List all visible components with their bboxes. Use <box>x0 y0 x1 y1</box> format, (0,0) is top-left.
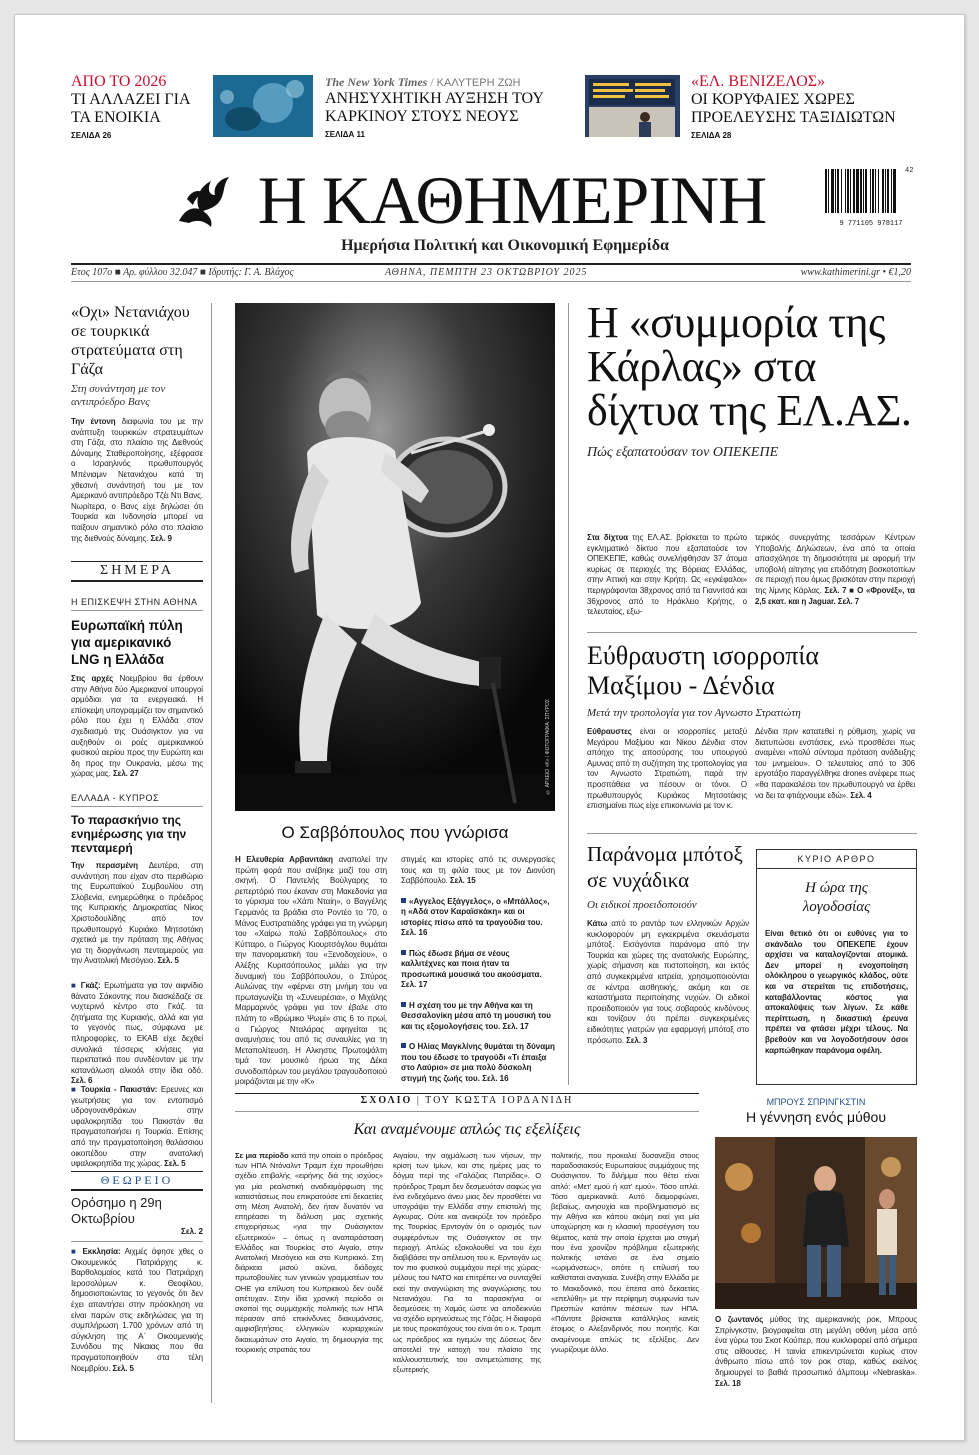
body-text: Δευτέρα, στη συνάντηση που είχαν στο περιθώριο της Ευρωπαϊκού Συμβουλίου στη Σλοβενία, ενημερώθηκε ο πρόεδρος της Κυπριακής Δημοκρατίας Νίκος Χριστοδουλίδης από τον πρωθυπουργό Κυριάκο Μητσοτάκη σχετικά με την πρόταση της Αθήνας για τη διοργάνωση πενταμερούς για την Ανατολική Μεσόγειο. <box>71 861 204 966</box>
second-story-col-1 <box>587 727 747 812</box>
masthead-subtitle: Ημερήσια Πολιτική και Οικονομική Εφημερίδα <box>341 237 669 254</box>
story-lng[interactable] <box>71 597 203 780</box>
barcode-bar <box>850 169 851 213</box>
barcode-bar <box>845 169 846 213</box>
page-ref: Σελ. 6 <box>71 1076 93 1086</box>
barcode-bar <box>856 169 859 213</box>
brief-lead: Γκάζ: <box>80 981 101 990</box>
barcode-bar <box>885 169 886 213</box>
lead-in: Στα δίχτυα <box>587 533 628 542</box>
section-rule <box>71 806 203 807</box>
springsteen-kicker: ΜΠΡΟΥΣ ΣΠΡΙΝΓΚΣΤΙΝ <box>766 1097 866 1107</box>
brief-lead: Τουρκία - Πακιστάν: <box>80 1085 158 1094</box>
barcode-bar <box>893 169 896 213</box>
botox-story[interactable] <box>587 841 749 1046</box>
brief-gkazi[interactable]: ■ Γκάζ: Ερωτήματα για τον αιφνίδιο θάνατο Σάκοντης που διασκέδαζε σε νυχτερινό κέντρο στο Γκάζ. τα ζητήματα της Κυριακής, αλλά και για το γεγονός πως, σύμφωνα με πληροφορίες, το ΕΚΑΒ είχε δεχθεί συνολικά τέσσερις κλήσεις για περιστατικά που συνδέονταν με την κατανάλωση αλκοόλ στην ίδια οδό. Σελ. 6 <box>71 981 203 1086</box>
botox-deck: Οι ειδικοί προειδοποιούν <box>587 899 697 911</box>
barcode-bar <box>887 169 889 213</box>
story-body <box>71 417 203 544</box>
promo-rent[interactable] <box>71 73 211 140</box>
feature-col-2-text <box>401 855 555 887</box>
feature-col-2 <box>401 855 555 1084</box>
today-banner: ΣΗΜΕΡΑ <box>100 563 174 578</box>
teaser-bullet <box>401 898 406 903</box>
body-text: είναι οι ισορροπίες μεταξύ Μεγάρου Μαξίμου και Νίκου Δένδια στον απόηχο της αποσύρσης του υπουργού Αμυνας από τη συζήτηση της τροπολογίας για τον Αγνωστο Στρατιώτη, παρά την προσπάθεια να πέσουν οι τόνοι. Ο πρωθυπουργός Κυριάκος Μητσοτάκης επισημαίνει πως είχε επικοινωνία με τον κ. <box>587 727 747 811</box>
body-text: Νοεμβρίου θα έρθουν στην Αθήνα δύο Αμερικανοί υπουργοί αρμόδιοι για τα ενεργειακά. Η επίσκεψη υπογραμμίζει τον σημαντικό ρόλο που έχει η Ελλάδα στον σχεδιασμό της Ουάσιγκτον για να αυξηθούν οι ροές αμερικανικού φυσικού αερίου προς την Ευρώπη και δη προς την Ουκρανία, μέσω της χώρας μας. <box>71 674 204 779</box>
promo-page: ΣΕΛΙΔΑ 26 <box>71 131 112 140</box>
lead-in: Την περασμένη <box>71 861 138 870</box>
body-text: Δένδια πριν κατατεθεί η ρύθμιση, χωρίς να διατυπώσει ενστάσεις, ενώ προσθέσει πως αναμένει «πολύ σύντομα πρόταση ανάδειξης του μνημείου». Ο τελευταίος από το 306 εργοτάξιο παραγγέλθηκε drones ανέφερε πως «θα παρακαλέσει τον πρωθυπουργό να έρθει να δει τα φτιάχνουμε εδώ». <box>755 727 915 800</box>
main-headline: Η «συμμορία της Κάρλας» στα δίχτυα της ΕΛ.ΑΣ. <box>587 298 912 435</box>
page-ref: Σελ. 5 <box>164 1159 186 1169</box>
feature-teaser[interactable] <box>401 1001 555 1033</box>
comment-col-2: Αιγαίου, την αιχμάλωση των νήσων, την κρίση των Ιμίων, και στις ημέρες μας το δόγμα περί της «Γαλάζιας Πατρίδας». Ο πρόεδρος Τραμπ δεν δεσμευόταν σαφώς για ένα ενδεχόμενο άνευ μιας δεν προσθέτει να υπογράψει την Ελλάδα στην επιστολή της Αγκυρας. Ούτε και ανακρύξε τον πρόεδρο της Τουρκίας Ερντογάν ότι ο ορισμός των συμφερόντων της Ουάσιγκτον σε την περιοχή. Απλώς εξακολουθεί να του έχει διαβιβάσει την απέλευση του κ. Ερντογάν ως τον πιο φυσικού συμμάχου περί της χώρας-μέλους του ΝΑΤΟ και επιτρέπει να συνταχθεί εκεί την αναγνώριση της αναγνώρισης του Νετανιάχου. Για τα παρασκήνια οι δεσμεύσεις τη Χαμάς ώστε να αποδεικνύει να σχέδιο ειρηνεύσεως της Γάζας. Η διαφορά με τους προκατόχους του είναι ότι ο κ. Τραμπ ως πρόεδρος και ηγεμών της Δύσεως δεν αποτελεί την κατοχή του πλαίσιο της καλλιουστευτικής του αντιμετώπισης της εξωτερικής <box>393 1151 541 1375</box>
main-story-col-2 <box>755 533 915 607</box>
body-text: από το ραντάρ των ελληνικών Αρχών κυκλοφορούν μη εγκεκριμένα σκευάσματα μπότοξ. Εισάγονται παράνομα από την Τουρκία και χώρες της ανατολικής Ευρώπης, χωρίς σήμανση και πιστοποίηση, και εκτός από συγκεκριμένα ιατρεία, χρησιμοποιούνται σε κέντρα αισθητικής, ακόμη και σε καταστήματα περιποίησης νυχιών. Οι ειδικοί προειδοποιούν για τους σοβαρούς κινδύνους και τονίζουν ότι πρέπει συγκεκριμένες ειδικότητες γιατρών για εφαρμογή μπότοξ στο πρόσωπο. <box>587 919 749 1045</box>
section-label: Η ΕΠΙΣΚΕΨΗ ΣΤΗΝ ΑΘΗΝΑ <box>71 597 198 607</box>
brief-lead: Εκκλησία: <box>82 1247 121 1256</box>
editorial-label: ΚΥΡΙΟ ΑΡΘΡΟ <box>757 850 916 869</box>
page-ref: Σελ. 15 <box>449 876 476 886</box>
masthead-logo-icon <box>173 169 233 229</box>
barcode-number: 9 771105 978117 <box>839 220 903 228</box>
section-rule <box>71 610 203 611</box>
comment-byline: ΤΟΥ ΚΩΣΤΑ ΙΟΡΔΑΝΙΔΗ <box>425 1095 574 1106</box>
promo-title: ΟΙ ΚΟΡΥΦΑΙΕΣ ΧΩΡΕΣ ΠΡΟΕΛΕΥΣΗΣ ΤΑΞΙΔΙΩΤΩΝ <box>691 91 896 126</box>
comment-col-1 <box>235 1151 383 1355</box>
barcode-bar <box>863 169 864 213</box>
barcode-bar <box>878 169 879 213</box>
brief-church[interactable]: ■ Εκκλησία: Αιχμές άφησε χθες ο Οικουμενικός Πατριάρχης κ. Βαρθολομαίος κατά του Πατριάρχη Ιεροσολύμων κ. Θεοφίλου, δημοσιοποιώντας το γεγονός ότι δεν έχει απαντήσει στην πρόσκληση να είναι παρών στις εκδηλώσεις για τη συμπλήρωση 1.700 χρόνων από τη σύγκληση της Α΄ Οικουμενικής Συνόδου της Νίκαιας που θα πραγματοποιηθούν στα τέλη Νοεμβρίου. Σελ. 5 <box>71 1247 203 1373</box>
theorio-story[interactable] <box>71 1195 203 1236</box>
story-headline: Το παρασκήνιο της ενημέρωσης για την πενταμερή <box>71 813 187 855</box>
barcode-bar <box>841 169 842 213</box>
promo-cancer-image[interactable] <box>203 75 313 137</box>
springsteen-body <box>715 1315 917 1389</box>
page-ref: Σελ. 4 <box>850 790 872 800</box>
brief-body: Ερευνες και γεωτρήσεις για τον εντοπισμό υδρογονανθράκων στην υφαλοκρηπίδα του Πακιστάν θα πραγματοποιήσει η Τουρκία. Επίσης από την πραγματοποίηση θαλάσσιου οικοπέδου στην ανατολική υφαλοκρηπίδα της χώρας. <box>71 1085 204 1169</box>
feature-teaser[interactable] <box>401 897 555 939</box>
springsteen-headline: Η γέννηση ενός μύθου <box>746 1109 886 1125</box>
comment-label: ΣΧΟΛΙΟ <box>360 1095 413 1106</box>
page-ref: Σελ. 16 <box>401 928 428 938</box>
newspaper-front-page <box>14 14 965 1441</box>
today-rule-bottom <box>71 580 203 582</box>
promo-cancer[interactable]: The New York Times / ΚΑΛΥΤΕΡΗ ΖΩΗ ΑΝΗΣΥΧΗΤΙΚΗ ΑΥΞΗΣΗ ΤΟΥ ΚΑΡΚΙΝΟΥ ΣΤΟΥΣ ΝΕΟΥΣ ΣΕΛΙΔΑ 11 <box>325 75 565 139</box>
page-ref: Σελ. 3 <box>626 1035 648 1045</box>
comment-label-row: ΣΧΟΛΙΟ | ΤΟΥ ΚΩΣΤΑ ΙΟΡΔΑΝΙΔΗ <box>360 1095 574 1106</box>
story-divider <box>587 632 917 633</box>
comment-headline[interactable]: Και αναμένουμε απλώς τις εξελίξεις <box>353 1121 581 1138</box>
barcode <box>823 169 919 228</box>
main-story[interactable] <box>587 298 917 461</box>
lead-in: Ο ζωντανός <box>715 1315 764 1324</box>
lead-in: Κάτω <box>587 919 608 928</box>
body-text: μύθος της αμερικανικής ροκ, Μπρους Σπρίνγκστιν, βιογραφείται στη μεγάλη οθόνη μέσα από ένα γύρω του Σκοτ Κούπερ, που κυκλοφορεί από σήμερα στις αίθουσες. Η ταινία επικεντρώνεται κυρίως στον άνθρωπο πίσω από τον ροκ σταρ, καθώς εκείνος δημιουργεί το βαθιά προσωπικό άλμπουμ «Nebraska». <box>715 1315 918 1377</box>
main-deck: Πώς εξαπατούσαν τον ΟΠΕΚΕΠΕ <box>587 445 779 460</box>
barcode-bar <box>870 169 871 213</box>
teaser-text: Πώς έδωσε βήμα σε νέους καλλιτέχνες και ποια ήταν τα προσωπικά μουσικά του ακούσματα. <box>401 948 542 979</box>
feature-teaser[interactable] <box>401 1042 555 1084</box>
page-ref: Σελ. 17 <box>401 980 428 990</box>
teaser-bullet <box>401 1043 406 1048</box>
springsteen-story[interactable] <box>715 1097 917 1125</box>
page-ref: Σελ. 7 <box>837 596 860 606</box>
feature-photo[interactable] <box>235 303 555 811</box>
section-label: ΕΛΛΑΔΑ - ΚΥΠΡΟΣ <box>71 793 160 803</box>
dateline-rule-top <box>71 263 911 265</box>
body-text: τερικός συνεργάτης τεσσάρων Κέντρων Υποβολής Δηλώσεων, ένα από τα οποία απασχόλησε τη δημοσιότητα με αφορμή την υποβολή αίτησης για επιδότηση βοσκοτοπίων σε περιοχή που όμως βρισκόταν στην περιοχή της λίμνης Κάρλας. <box>755 533 915 595</box>
barcode-bar <box>828 169 829 213</box>
body-text: κατά την οποία ο πρόεδρος των ΗΠΑ Ντόναλντ Τραμπ έχει προωθήσει σχέδιο επιβολής «ειρήνης διά της ισχύος» για μία ρεαλιστική αναδιαμόρφωση της καταστάσεως που επικρατούσε επί δεκαετίες στη Μέση Ανατολή, δεν ήταν δυνατόν να επηρέασει τη διάλυση μας σχετικής επιχειρήσεως «για την Ουάσιγκτον εξωτερικού» – όπως η αναπαράσταση Ελλάδος και Τουρκίας στο Αιγαίο, στην Ανατολική Μεσόγειο και στο Κυπριακό. Στη διάρκεια μισού αιώνα, διάδοχες πρωτοβουλίες των γενικών γραμματέων του ΟΗΕ για επίλυση του Κυπριακού δεν ουδέ απέτυχαν. Στην ίδια χρονική περίοδο οι σκοποί της συμμαχικής πολιτικής των ΗΠΑ πέρασαν από επικίνδυνες διακυμάνσεις, αμφισβητήσεις ελληνικών κυριαρχικών δικαιωμάτων στο Αιγαίο, τη δημιουργία της τουρκικής στρατιάς του <box>235 1151 383 1354</box>
story-headline: Ευρωπαϊκή πύλη για αμερικανικό LNG η Ελλάδα <box>71 618 183 667</box>
story-body <box>71 861 203 967</box>
second-deck: Μετά την τροπολογία για τον Αγνωστο Στρατιώτη <box>587 707 801 719</box>
story-divider <box>587 833 917 834</box>
promo-kicker: «ΕΛ. ΒΕΝΙΖΕΛΟΣ» <box>691 73 826 90</box>
story-netanyahu[interactable] <box>71 303 203 544</box>
teaser-bullet <box>401 950 406 955</box>
teaser-text: Ο Ηλίας Μαγκλίνης θυμάται τη δύναμη που του έδωσε το τραγούδι «Τι έπαιξα στο Λαύριο» σε μια πολύ δύσκολη στιγμή της ζωής του. <box>401 1042 555 1083</box>
promo-page: ΣΕΛΙΔΑ 11 <box>325 130 365 139</box>
editorial-box[interactable] <box>756 849 917 1085</box>
dateline-right: www.kathimerini.gr • €1,20 <box>800 267 911 278</box>
page-ref: Σελ. 5 <box>112 1363 134 1373</box>
teaser-bullet <box>401 1002 406 1007</box>
botox-headline: Παράνομα μπότοξ σε νυχάδικα <box>587 842 743 892</box>
barcode-bar <box>865 169 867 213</box>
theorio-rule-bottom <box>71 1189 203 1191</box>
barcode-bar <box>882 169 884 213</box>
barcode-bar <box>875 169 876 213</box>
story-headline: Ορόσημο η 29η Οκτωβρίου <box>71 1195 162 1226</box>
promo-kicker: ΑΠΟ ΤΟ 2026 <box>71 73 167 90</box>
page-ref: Σελ. 18 <box>715 1378 741 1388</box>
barcode-bar <box>872 169 874 213</box>
lead-in: Στις αρχές <box>71 674 114 683</box>
second-story[interactable] <box>587 641 917 719</box>
photo-credit: © ΑΡΧΕΙΟ «Κ» / ΦΩΤΟΓΡΑΦΙΑ: ΣΠΥΡΟΣ <box>545 699 551 795</box>
dateline-left: Ετος 107ο ■ Αρ. φύλλου 32.047 ■ Ιδρυτής: Γ. Α. Βλάχος <box>71 267 294 278</box>
barcode-bar <box>825 169 827 213</box>
theorio-rule-top <box>71 1171 203 1172</box>
barcode-bar <box>837 169 839 213</box>
barcode-bar <box>860 169 862 213</box>
masthead-title: Η ΚΑΘΗΜΕΡΙΝΗ <box>257 162 767 238</box>
brief-turkey-pakistan[interactable]: ■ Τουρκία - Πακιστάν: Ερευνες και γεωτρήσεις για τον εντοπισμό υδρογονανθράκων στην υφαλοκρηπίδα του Πακιστάν θα πραγματοποιήσει η Τουρκία. Επίσης από την πραγματοποίηση θαλάσσιου οικοπέδου στην ανατολική υφαλοκρηπίδα της χώρας. Σελ. 5 <box>71 1085 204 1169</box>
editorial-body: Είναι θετικό ότι οι ευθύνες για το σκάνδαλο του ΟΠΕΚΕΠΕ έχουν αρχίσει να καταλογίζονται ατομικά. Δεν μπορεί η ενοχοποίηση ολόκληρου ο γεωργικός κλάδος, ούτε και να στερείται τις επιδοτήσεις, καταβάλλοντας κόστος για αποκαλύψεις των λίγων. Σε κάθε περίπτωση, η δικαστική έρευνα πρέπει να φτάσει μέχρι τέλους. Να βρεθούν και να λογοδοτήσουν όσοι καρπώθηκαν παράνομα οφέλη. <box>765 929 908 1055</box>
promo-page: ΣΕΛΙΔΑ 28 <box>691 131 732 140</box>
promo-title: ΤΙ ΑΛΛΑΖΕΙ ΓΙΑ ΤΑ ΕΝΟΙΚΙΑ <box>71 91 190 126</box>
section-rule <box>71 1241 203 1242</box>
page-ref: Σελ. 5 <box>157 956 179 966</box>
page-ref: Σελ. 2 <box>181 1227 203 1236</box>
lead-in: Την έντονη <box>71 417 116 426</box>
feature-col-1 <box>235 855 387 1088</box>
second-headline: Εύθραυστη ισορροπία Μαξίμου - Δένδια <box>587 641 819 700</box>
feature-caption-head[interactable]: Ο Σαββόπουλος που γνώρισα <box>281 823 509 842</box>
center-column-divider <box>568 303 569 1085</box>
editorial-headline: Η ώρα της λογοδοσίας <box>802 880 871 915</box>
promo-airport-image[interactable] <box>575 75 680 137</box>
botox-body <box>587 919 749 1046</box>
barcode-bar <box>847 169 849 213</box>
promo-title: ΑΝΗΣΥΧΗΤΙΚΗ ΑΥΞΗΣΗ ΤΟΥ ΚΑΡΚΙΝΟΥ ΣΤΟΥΣ ΝΕΟΥΣ <box>325 90 544 125</box>
page-ref: Σελ. 17 <box>502 1021 529 1031</box>
page-ref: Σελ. 9 <box>150 533 172 543</box>
teaser-text: Η σχέση του με την Αθήνα και τη Θεσσαλονίκη μέσα από τη μουσική του και τις εξομολογήσεις του. <box>401 1000 551 1031</box>
promo-airport[interactable] <box>691 73 921 140</box>
main-story-col-1 <box>587 533 747 618</box>
body-text: στιγμές και ιστορίες από τις συνεργασίες τους και τη φιλία τους με τον Διονύση Σαββόπουλο. <box>401 855 555 886</box>
barcode-bar <box>891 169 892 213</box>
promo-source: The New York Times <box>325 75 428 89</box>
story-body <box>71 674 203 780</box>
second-story-col-2 <box>755 727 915 801</box>
page-ref: Σελ. 7 ■ Ο «Φρονέξ», τα 2,5 εκατ. και η Jaguar. <box>755 585 915 606</box>
brief-body: Ερωτήματα για τον αιφνίδιο θάνατο Σάκοντης που διασκέδαζε σε νυχτερινό κέντρο στο Γκάζ. τα ζητήματα της Κυριακής, αλλά και για το γεγονός πως, σύμφωνα με πληροφορίες, το ΕΚΑΒ είχε δεχθεί συνολικά τέσσερις κλήσεις για περιστατικά που συνδέονταν με την κατανάλωση αλκοόλ στην ίδια οδό. <box>71 981 203 1075</box>
lead-in: Σε μια περίοδο <box>235 1151 289 1160</box>
story-pentamerous[interactable] <box>71 793 203 967</box>
dateline-center: ΑΘΗΝΑ, ΠΕΜΠΤΗ 23 ΟΚΤΩΒΡΙΟΥ 2025 <box>385 267 588 278</box>
barcode-bar <box>831 169 834 213</box>
barcode-issue: 42 <box>905 167 914 175</box>
barcode-bar <box>835 169 836 213</box>
theorio-banner: ΘΕΩΡΕΙΟ <box>100 1173 174 1187</box>
page-ref: Σελ. 27 <box>112 769 139 779</box>
body-text: της ΕΛ.ΑΣ. βρίσκεται το πρώτο εγκληματικό δίκτυο που εξαπατούσε τον ΟΠΕΚΕΠΕ, καθώς συνελήφθησαν 37 άτομα κυρίως σε περιοχές της Βόρειας Ελλάδας, στην Αττική και στην Κρήτη. Ως «εγκέφαλοι» περιγράφονται 38χρονος από τα Γιαννιτσά και 36χρονος από το Ηράκλειο Κρήτης, ο τελευταίος, εξω- <box>587 533 747 617</box>
left-column-divider <box>211 303 212 1403</box>
comment-rule-top <box>235 1093 699 1094</box>
lead-in: Η Ελευθερία Αρβανιτάκη <box>235 855 333 864</box>
feature-teaser[interactable] <box>401 949 555 991</box>
body-text: διαφωνία του με την ανάπτυξη τουρκικών στρατευμάτων στη Γάζα, στο πλαίσιο της Διεθνούς Δύναμης Σταθεροποίησης, εξέφρασε ο Ισραηλινός πρωθυπουργός Μπένιαμιν Νετανιάχου κατά τη χθεσινή συνάντησή του με τον Αμερικανό αντιπρόεδρο Τζέι Ντι Βανς. Νωρίτερα, ο Βανς είχε δηλώσει ότι Τουρκία και Ινδονησία μπορεί να παίξουν σημαντικό ρόλο στο πλαίσιο της διεθνούς δύναμης. <box>71 417 204 543</box>
comment-col-3: πολιτικής, που προκαλεί δυσανεξία στους παραδοσιακούς Ευρωπαίους συμμάχους της Ουάσιγκτον. Το διλήμμα που θέτει είναι απλό: «Μετ' εμού ή κατ' εμού». Τόσο απλά. Τόσο αμερικανικά. Αυτό διαμορφώνει, βεβαίως, ανησυχία και προβληματισμό εις την Αθήνα και κάπου ακόμη εκεί για μία υποχώρηση και η κλασική προσέγγιση του θέματος, κατά την οποία έρχεται μια στιγμή που ένα χρονίζον πρόβλημα εξωτερικής πολιτικής ιστάνει σε ένα σημείο «ωριμάνσεως», οπότε η επίλυσή του καθίσταται αναγκαία. Συνέβη στην Ελλάδα με το Μακεδονικό, που έπειτα από δεκαετίες «επελύθη» με την περίφημη συμφωνία των Πρεσπών κατόπιν πιέσεων των ΗΠΑ. «Πάντοτε βρίσκεται κατάλληλος κανείς έτοιμος ο Αλεξανδρινός που ποιητής. Και αναμένουμε απλώς τις εξελίξεις. Δεν γνωρίζουμε άλλο. <box>551 1151 699 1354</box>
teaser-text: «Αγγελος Εξάγγελος», ο «Μπάλλος», η «Αδά στον Καραϊσκάκη» και οι ιστορίες πίσω από τα τραγούδια του. <box>401 896 550 927</box>
springsteen-photo[interactable] <box>715 1137 917 1309</box>
story-deck: Στη συνάντηση με τον αντιπρόεδρο Βανς <box>71 383 166 408</box>
dateline-rule-bottom <box>71 281 911 282</box>
today-rule-top <box>71 561 203 562</box>
story-headline: «Οχι» Νετανιάχου σε τουρκικά στρατεύματα στη Γάζα <box>71 304 190 378</box>
page-ref: Σελ. 16 <box>482 1073 509 1083</box>
lead-in: Εύθραυστες <box>587 727 632 736</box>
body-text: αναπολεί την πρώτη φορά που ανέβηκε μαζί του στη σκηνή. Ο Παντελής Βούλγαρης το ρεπερτόριό που έκαναν στη Μακεδονία για το γύρισμα του «Χάπι Νταίη», ο Βαγγέλης Γερμανός τα βράδια στο Ροντέο το '70, ο Μάνος Ευστρατιάδης γράφει για τη γνώριμη του «Χαίρω πολύ Σαββόπουλος» στο Κύτταρο, ο Γιώργος Κιουρτσόγλου θυμάται την πανοραματική του «Ξενοδοχείου», ο Αλέξης Κυριτσόπουλος μιλάει για την δυναμική του Σαββόπουλου, ο Σπύρος Αυλώνας την «φέρνει στη μνήμη του να πρωταγωνίζει τη «Συνευρέσια», ο Μιχάλης Μαρμαρινός γράφει για τον έβαλε στο πλάτη το «Βρώμικο Ψωμί» στις 6 το πρωί, ο Γιώργος Νταλάρας αφηγείται τις αναμνήσεις του από τις συναυλίες για τη Μεταπολίτευση. Η Αλκηστις Πρωτοψάλτη τιμά τον μουσικό ήρωα της Δέκα συνοδοιπόρων του μεγάλου τραγουδοποιού μοιράζονται με την «Κ» <box>235 855 387 1087</box>
barcode-bar <box>853 169 855 213</box>
brief-body: Αιχμές άφησε χθες ο Οικουμενικός Πατριάρχης κ. Βαρθολομαίος κατά του Πατριάρχη Ιεροσολύμων κ. Θεοφίλου, δημοσιοποιώντας το γεγονός ότι δεν έχει απαντήσει στην πρόσκληση να είναι παρών στις εκδηλώσεις για τη συμπλήρωση 1.700 χρόνων από τη σύγκληση της Α΄ Οικουμενικής Συνόδου της Νίκαιας που θα πραγματοποιηθούν στα τέλη Νοεμβρίου. <box>71 1247 203 1373</box>
promo-kicker: ΚΑΛΥΤΕΡΗ ΖΩΗ <box>436 77 521 89</box>
comment-rule-mid <box>235 1111 699 1112</box>
